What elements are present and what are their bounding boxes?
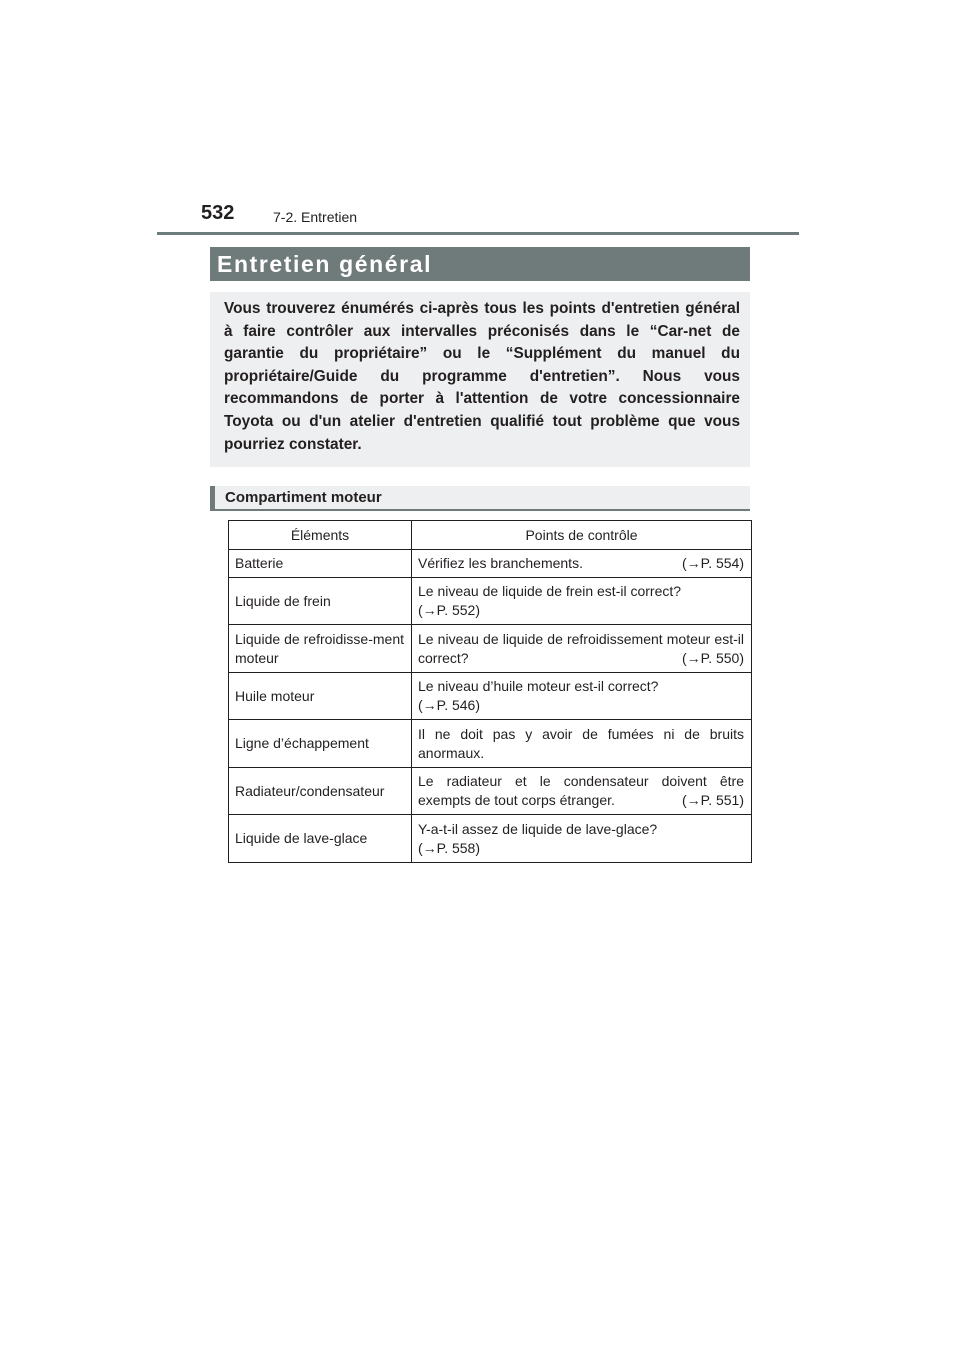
table-row xyxy=(229,625,752,673)
page-title: Entretien général xyxy=(217,250,433,277)
title-bar xyxy=(210,247,750,281)
page-reference: (→P. 550) xyxy=(682,649,744,666)
table-row xyxy=(229,768,752,815)
item-cell: Radiateur/condensateur xyxy=(229,768,412,815)
check-text: Le radiateur et le condensateur doivent être exempts de tout corps étranger. xyxy=(418,773,744,808)
page-reference: (→P. 558) xyxy=(418,839,480,856)
check-text: Il ne doit pas y avoir de fumées ni de bruits anormaux. xyxy=(418,725,744,761)
check-text: Le niveau de liquide de frein est-il correct? xyxy=(418,583,682,599)
subheading: Compartiment moteur xyxy=(225,489,382,506)
check-cell xyxy=(412,768,752,815)
table-header-row xyxy=(229,521,752,550)
item-cell: Liquide de lave-glace xyxy=(229,815,412,863)
page-reference: (→P. 551) xyxy=(682,792,744,808)
table-row xyxy=(229,578,752,625)
column-header-elements: Éléments xyxy=(229,521,412,550)
table-row xyxy=(229,673,752,720)
check-cell xyxy=(412,625,752,673)
table-row xyxy=(229,815,752,863)
check-cell xyxy=(412,720,752,768)
check-cell xyxy=(412,673,752,720)
check-cell xyxy=(412,815,752,863)
header-rule xyxy=(157,232,799,235)
item-cell: Liquide de frein xyxy=(229,578,412,625)
page-reference: (→P. 552) xyxy=(418,602,480,618)
check-text: Le niveau d’huile moteur est-il correct? xyxy=(418,678,659,694)
page-reference: (→P. 546) xyxy=(418,697,480,713)
intro-paragraph: Vous trouverez énumérés ci-après tous les points d'entretien général à faire contrôler aux intervalles préconisés dans le “Car-net de garantie du propriétaire” ou le “Supplément du manuel du propriétaire/Guide du programme d'entretien”. Nous vous recommandons de porter à l'attention de votre concessionnaire Toyota ou d'un atelier d'entretien qualifié tout problème que vous pourriez constater. xyxy=(210,292,750,467)
check-cell xyxy=(412,578,752,625)
check-text: Le niveau de liquide de refroidissement moteur est-il correct? xyxy=(418,630,744,666)
check-cell xyxy=(412,550,752,578)
table-row xyxy=(229,550,752,578)
item-cell: Ligne d’échappement xyxy=(229,720,412,768)
check-text: Vérifiez les branchements. xyxy=(418,555,583,571)
item-cell: Huile moteur xyxy=(229,673,412,720)
table-row xyxy=(229,720,752,768)
subheading-bar xyxy=(210,486,750,511)
column-header-checkpoints: Points de contrôle xyxy=(412,521,752,550)
section-label: 7-2. Entretien xyxy=(273,209,358,225)
item-cell: Liquide de refroidisse-ment moteur xyxy=(229,625,412,673)
page-reference: (→P. 554) xyxy=(682,555,744,571)
item-cell: Batterie xyxy=(229,550,412,578)
maintenance-table xyxy=(228,520,752,863)
check-text: Y-a-t-il assez de liquide de lave-glace? xyxy=(418,820,658,837)
page-number: 532 xyxy=(201,202,235,224)
